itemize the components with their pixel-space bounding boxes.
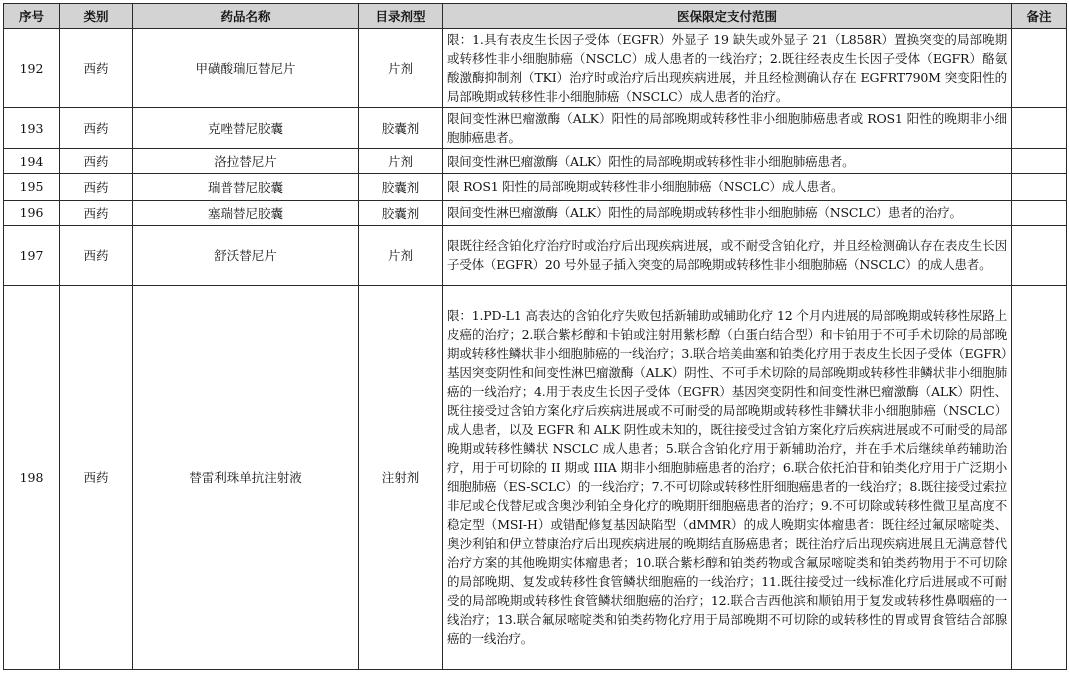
- row-drug-name: 洛拉替尼片: [133, 149, 359, 174]
- table-row: [4, 285, 1067, 669]
- row-seq: 196: [4, 200, 60, 225]
- row-seq: 192: [4, 29, 60, 108]
- header-row: [4, 4, 1067, 29]
- row-dosage-form: 胶囊剂: [359, 174, 443, 200]
- row-seq: 194: [4, 149, 60, 174]
- row-remarks: [1012, 285, 1067, 669]
- row-remarks: [1012, 108, 1067, 149]
- row-scope: 限间变性淋巴瘤激酶（ALK）阳性的局部晚期或转移性非小细胞肺癌患者或 ROS1 阳性的晚期非小细胞肺癌患者。: [443, 108, 1012, 149]
- table-row: [4, 174, 1067, 200]
- row-category: 西药: [60, 285, 133, 669]
- row-category: 西药: [60, 174, 133, 200]
- table-row: [4, 149, 1067, 174]
- table-header: [4, 4, 1067, 29]
- row-drug-name: 瑞普替尼胶囊: [133, 174, 359, 200]
- header-dosage-form: 目录剂型: [359, 4, 443, 29]
- header-drug-name: 药品名称: [133, 4, 359, 29]
- header-scope: 医保限定支付范围: [443, 4, 1012, 29]
- row-category: 西药: [60, 108, 133, 149]
- row-dosage-form: 片剂: [359, 149, 443, 174]
- row-seq: 197: [4, 225, 60, 285]
- row-category: 西药: [60, 200, 133, 225]
- row-category: 西药: [60, 225, 133, 285]
- row-dosage-form: 注射剂: [359, 285, 443, 669]
- row-scope: 限：1.具有表皮生长因子受体（EGFR）外显子 19 缺失或外显子 21（L858R）置换突变的局部晚期或转移性非小细胞肺癌（NSCLC）成人患者的一线治疗；2.既往经表皮生长因子受体（EGFR）酪氨酸激酶抑制剂（TKI）治疗时或治疗后出现疾病进展，并且经检测确认存在 EGFRT790M 突变阳性的局部晚期或转移性非小细胞肺癌（NSCLC）成人患者的治疗。: [443, 29, 1012, 108]
- header-remarks: 备注: [1012, 4, 1067, 29]
- row-dosage-form: 片剂: [359, 225, 443, 285]
- row-seq: 195: [4, 174, 60, 200]
- row-drug-name: 塞瑞替尼胶囊: [133, 200, 359, 225]
- row-scope: 限：1.PD-L1 高表达的含铂化疗失败包括新辅助或辅助化疗 12 个月内进展的局部晚期或转移性尿路上皮癌的治疗；2.联合紫杉醇和卡铂或注射用紫杉醇（白蛋白结合型）和卡铂用于不可手术切除的局部晚期或转移性鳞状非小细胞肺癌的一线治疗；3.联合培美曲塞和铂类化疗用于表皮生长因子受体（EGFR）基因突变阴性和间变性淋巴瘤激酶（ALK）阴性、不可手术切除的局部晚期或转移性非鳞状非小细胞肺癌的一线治疗；4.用于表皮生长因子受体（EGFR）基因突变阴性和间变性淋巴瘤激酶（ALK）阴性、既往接受过含铂方案化疗后疾病进展或不可耐受的局部晚期或转移性非鳞状非小细胞肺癌（NSCLC）成人患者，以及 EGFR 和 ALK 阴性或未知的，既往接受过含铂方案化疗后疾病进展或不可耐受的局部晚期或转移性鳞状 NSCLC 成人患者；5.联合含铂化疗用于新辅助治疗，并在手术后继续单药辅助治疗，用于可切除的 II 期或 IIIA 期非小细胞肺癌患者的治疗；6.联合依托泊苷和铂类化疗用于广泛期小细胞肺癌（ES-SCLC）的一线治疗；7.不可切除或转移性肝细胞癌患者的一线治疗；8.既往接受过索拉非尼或仑伐替尼或含奥沙利铂全身化疗的晚期肝细胞癌患者的治疗；9.不可切除或转移性微卫星高度不稳定型（MSI-H）或错配修复基因缺陷型（dMMR）的成人晚期实体瘤患者：既往经过氟尿嘧啶类、奥沙利铂和伊立替康治疗后出现疾病进展的晚期结直肠癌患者；既往治疗后出现疾病进展且无满意替代治疗方案的其他晚期实体瘤患者；10.联合紫杉醇和铂类药物或含氟尿嘧啶类和铂类药物用于不可切除的局部晚期、复发或转移性食管鳞状细胞癌的一线治疗；11.既往接受过一线标准化疗后进展或不可耐受的局部晚期或转移性食管鳞状细胞癌的治疗；12.联合吉西他滨和顺铂用于复发或转移性鼻咽癌的一线治疗；13.联合氟尿嘧啶类和铂类药物化疗用于局部晚期不可切除的或转移性的胃或胃食管结合部腺癌的一线治疗。: [443, 285, 1012, 669]
- row-dosage-form: 片剂: [359, 29, 443, 108]
- row-category: 西药: [60, 149, 133, 174]
- table-row: [4, 200, 1067, 225]
- table-row: [4, 29, 1067, 108]
- row-remarks: [1012, 29, 1067, 108]
- row-scope: 限 ROS1 阳性的局部晚期或转移性非小细胞肺癌（NSCLC）成人患者。: [443, 174, 1012, 200]
- header-seq: 序号: [4, 4, 60, 29]
- header-category: 类别: [60, 4, 133, 29]
- row-scope: 限间变性淋巴瘤激酶（ALK）阳性的局部晚期或转移性非小细胞肺癌（NSCLC）患者的治疗。: [443, 200, 1012, 225]
- row-remarks: [1012, 174, 1067, 200]
- row-remarks: [1012, 200, 1067, 225]
- row-scope: 限间变性淋巴瘤激酶（ALK）阳性的局部晚期或转移性非小细胞肺癌患者。: [443, 149, 1012, 174]
- row-drug-name: 舒沃替尼片: [133, 225, 359, 285]
- row-category: 西药: [60, 29, 133, 108]
- row-dosage-form: 胶囊剂: [359, 200, 443, 225]
- row-remarks: [1012, 225, 1067, 285]
- drug-reimbursement-table: [3, 3, 1067, 670]
- table-row: [4, 108, 1067, 149]
- row-dosage-form: 胶囊剂: [359, 108, 443, 149]
- row-remarks: [1012, 149, 1067, 174]
- row-scope: 限既往经含铂化疗治疗时或治疗后出现疾病进展，或不耐受含铂化疗，并且经检测确认存在表皮生长因子受体（EGFR）20 号外显子插入突变的局部晚期或转移性非小细胞肺癌（NSCLC）的成人患者。: [443, 225, 1012, 285]
- row-drug-name: 替雷利珠单抗注射液: [133, 285, 359, 669]
- row-seq: 193: [4, 108, 60, 149]
- row-drug-name: 甲磺酸瑞厄替尼片: [133, 29, 359, 108]
- row-drug-name: 克唑替尼胶囊: [133, 108, 359, 149]
- row-seq: 198: [4, 285, 60, 669]
- table-body: [4, 29, 1067, 670]
- table-row: [4, 225, 1067, 285]
